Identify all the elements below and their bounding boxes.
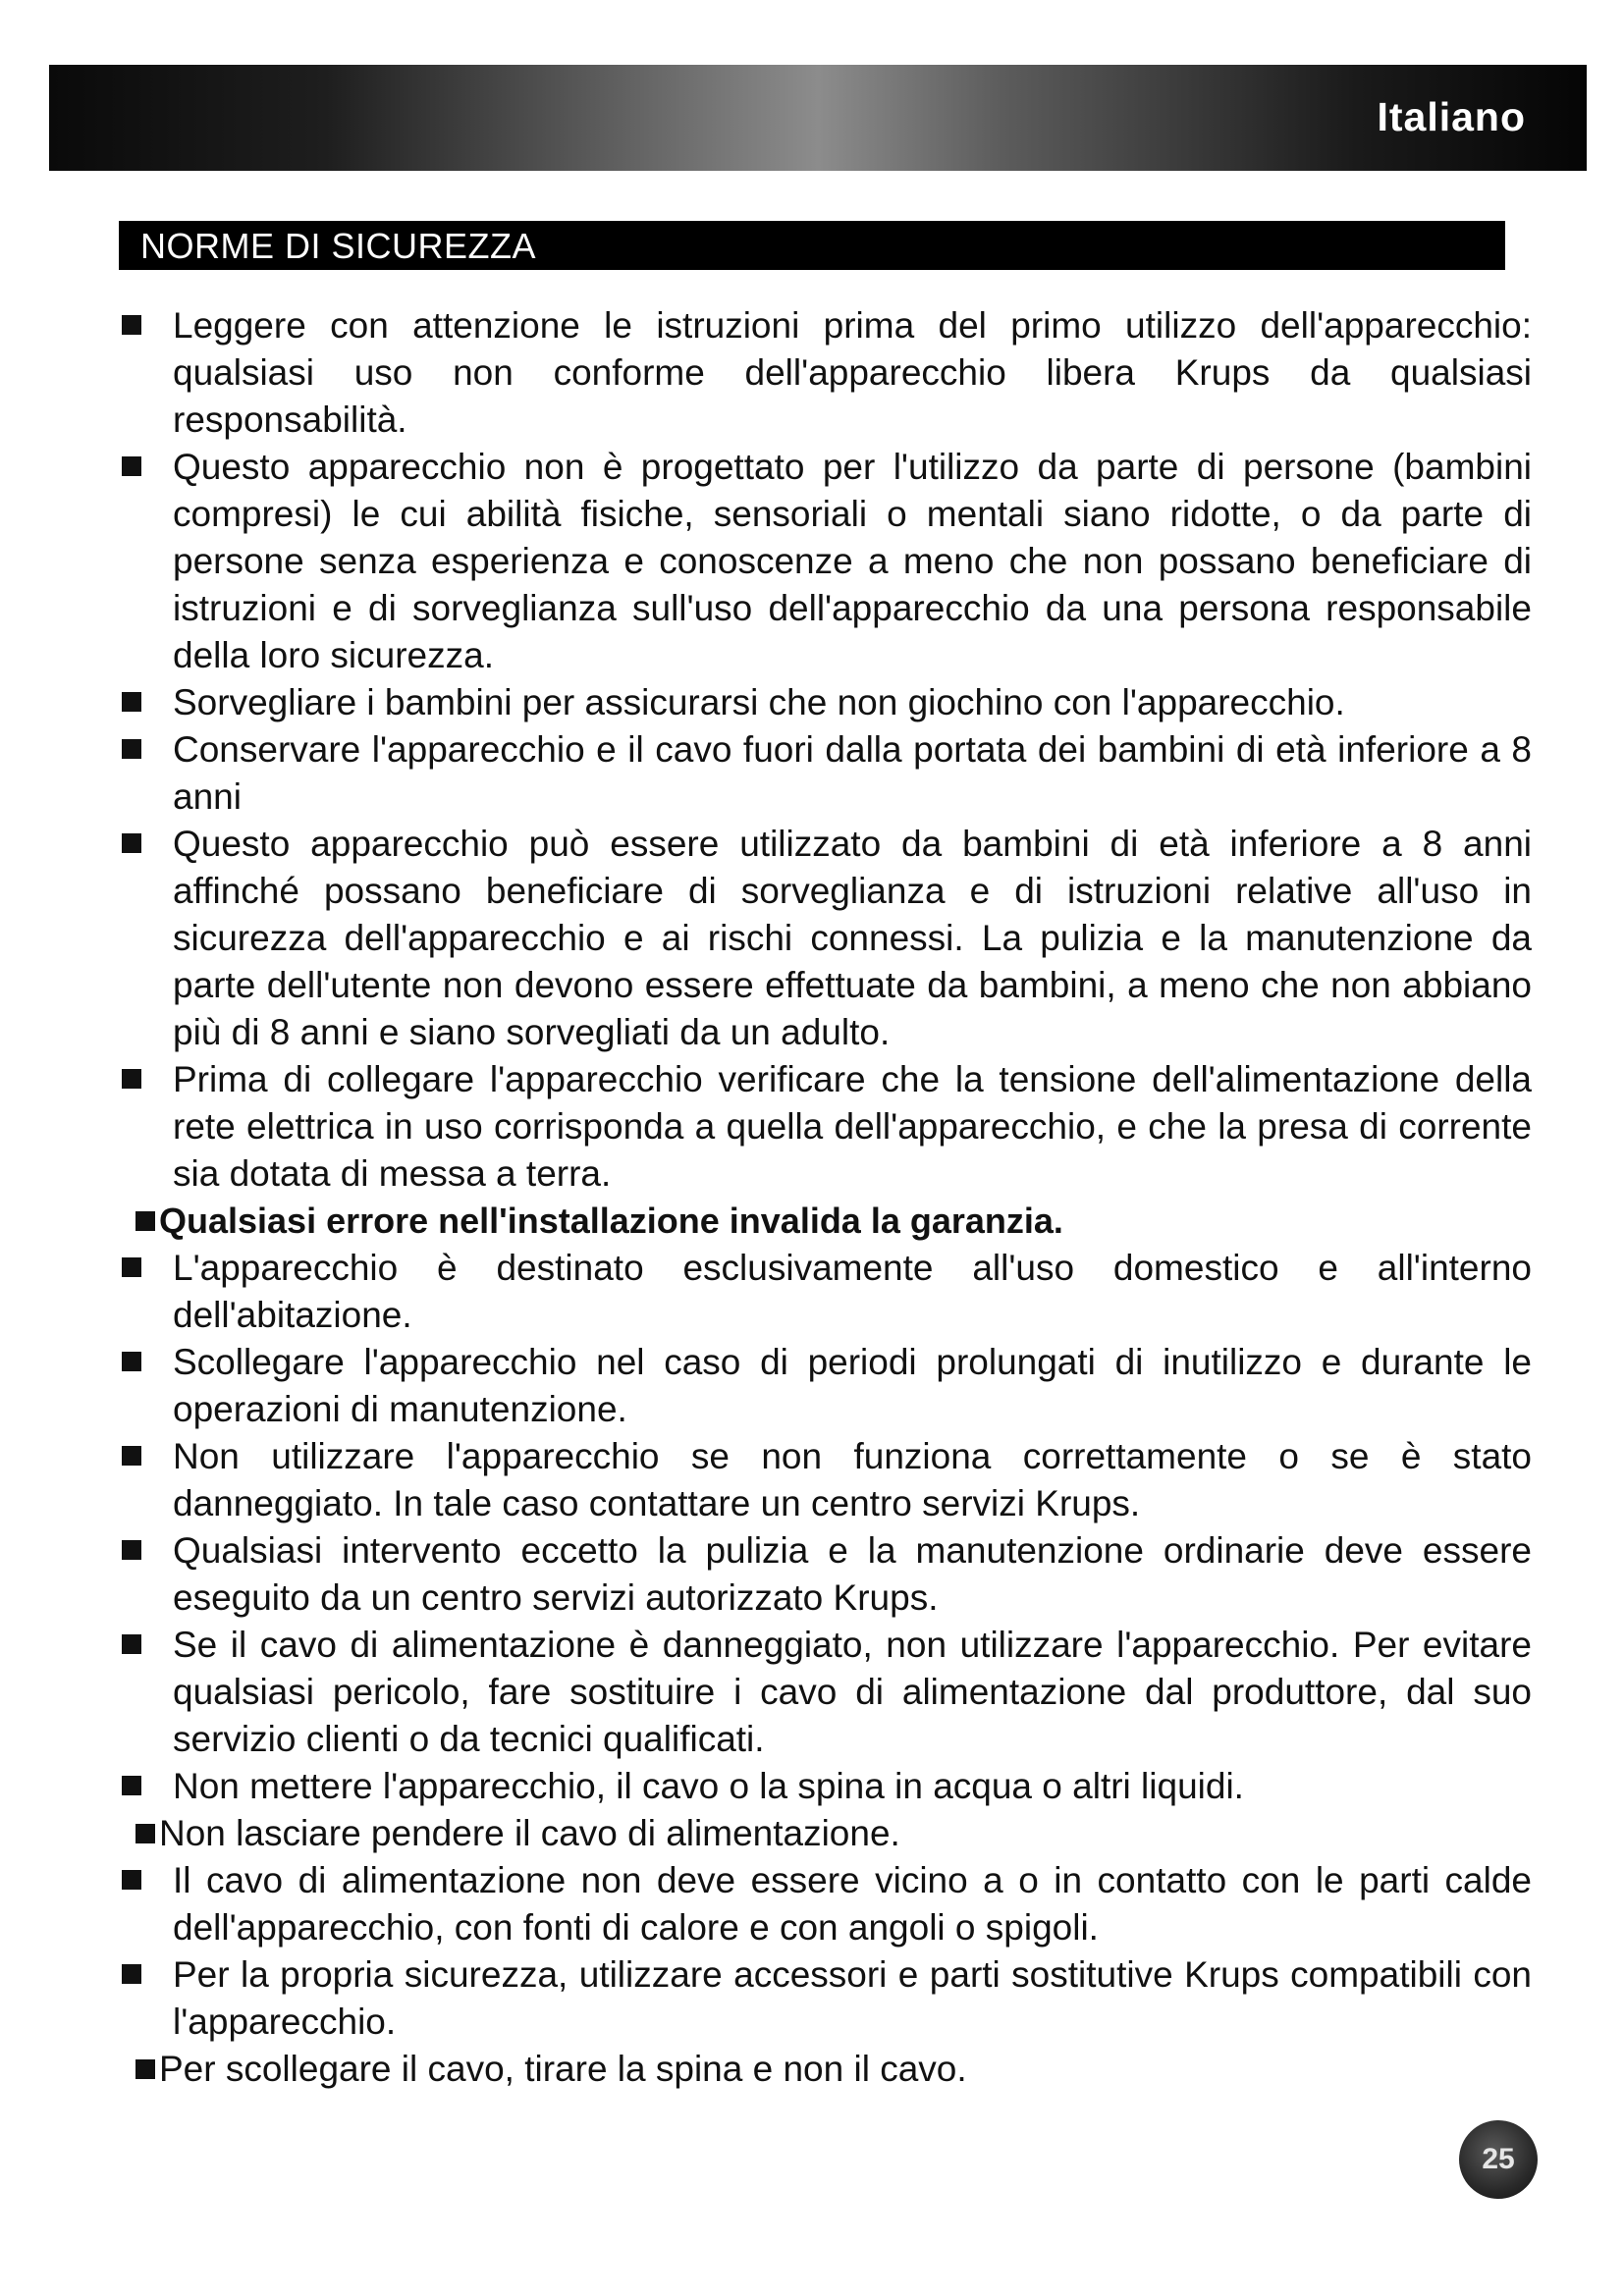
- rule-text: Sorvegliare i bambini per assicurarsi che non giochino con l'apparecchio.: [173, 682, 1345, 722]
- safety-rule: [118, 1527, 1532, 1622]
- rule-text: Leggere con attenzione le istruzioni prima del primo utilizzo dell'apparecchio: qualsiasi uso non conforme dell'apparecchio libera Krups da qualsiasi responsabilità.: [173, 305, 1532, 440]
- language-banner: [49, 65, 1587, 171]
- square-bullet-icon: [122, 456, 141, 476]
- rule-text: L'apparecchio è destinato esclusivamente all'uso domestico e all'interno dell'abitazione.: [173, 1248, 1532, 1335]
- rule-text: Scollegare l'apparecchio nel caso di periodi prolungati di inutilizzo e durante le operazioni di manutenzione.: [173, 1342, 1532, 1429]
- safety-rule: [118, 821, 1532, 1056]
- rule-text: Non lasciare pendere il cavo di alimentazione.: [159, 1813, 900, 1853]
- safety-rule: [118, 726, 1532, 821]
- safety-rule: [118, 1622, 1532, 1763]
- page-number-badge: 25: [1459, 2120, 1538, 2199]
- safety-rule: [118, 1810, 1532, 1857]
- safety-rule: [118, 302, 1532, 444]
- rule-text: Questo apparecchio non è progettato per l'utilizzo da parte di persone (bambini compresi) le cui abilità fisiche, sensoriali o mentali siano ridotte, o da parte di persone senza esperienza e conoscenze a meno che non possano beneficiare di istruzioni e di sorveglianza sull'uso dell'apparecchio da una persona responsabile della loro sicurezza.: [173, 447, 1532, 675]
- rule-text: Qualsiasi intervento eccetto la pulizia e la manutenzione ordinarie deve essere eseguito da un centro servizi autorizzato Krups.: [173, 1530, 1532, 1618]
- square-bullet-icon: [122, 833, 141, 853]
- safety-rule-warranty: [118, 1198, 1532, 1245]
- language-label: Italiano: [1377, 94, 1526, 139]
- rule-text: Non mettere l'apparecchio, il cavo o la spina in acqua o altri liquidi.: [173, 1766, 1244, 1806]
- rule-text: Il cavo di alimentazione non deve essere vicino a o in contatto con le parti calde dell'apparecchio, con fonti di calore e con angoli o spigoli.: [173, 1860, 1532, 1948]
- rule-text: Per la propria sicurezza, utilizzare accessori e parti sostitutive Krups compatibili con l'apparecchio.: [173, 1954, 1532, 2042]
- rule-text: Prima di collegare l'apparecchio verificare che la tensione dell'alimentazione della rete elettrica in uso corrisponda a quella dell'apparecchio, e che la presa di corrente sia dotata di messa a terra.: [173, 1059, 1532, 1194]
- square-bullet-icon: [122, 692, 141, 712]
- safety-rule: [118, 1951, 1532, 2046]
- square-bullet-icon: [122, 1446, 141, 1466]
- square-bullet-icon: [122, 739, 141, 759]
- rule-text: Questo apparecchio può essere utilizzato da bambini di età inferiore a 8 anni affinché possano beneficiare di sorveglianza e di istruzioni relative all'uso in sicurezza dell'apparecchio e ai rischi connessi. La pulizia e la manutenzione da parte dell'utente non devono essere effettuate da bambini, a meno che non abbiano più di 8 anni e siano sorvegliati da un adulto.: [173, 824, 1532, 1052]
- safety-rule: [118, 1339, 1532, 1433]
- rule-text: Conservare l'apparecchio e il cavo fuori dalla portata dei bambini di età inferiore a 8 anni: [173, 729, 1532, 817]
- square-bullet-icon: [122, 1870, 141, 1890]
- safety-rule: [118, 1857, 1532, 1951]
- section-title: NORME DI SICUREZZA: [140, 226, 537, 266]
- rule-text: Se il cavo di alimentazione è danneggiato, non utilizzare l'apparecchio. Per evitare qualsiasi pericolo, fare sostituire i cavo di alimentazione dal produttore, dal suo servizio clienti o da tecnici qualificati.: [173, 1625, 1532, 1759]
- square-bullet-icon: [122, 1964, 141, 1984]
- rule-text: Non utilizzare l'apparecchio se non funziona correttamente o se è stato danneggiato. In tale caso contattare un centro servizi Krups.: [173, 1436, 1532, 1523]
- safety-rules-list: [118, 302, 1532, 2093]
- safety-rule: [118, 1763, 1532, 1810]
- safety-rule: [118, 2046, 1532, 2093]
- square-bullet-icon: [122, 315, 141, 335]
- rule-text: Per scollegare il cavo, tirare la spina e non il cavo.: [159, 2049, 967, 2089]
- square-bullet-icon: [122, 1634, 141, 1654]
- safety-rule: [118, 1056, 1532, 1198]
- square-bullet-icon: [122, 1257, 141, 1277]
- square-bullet-icon: [135, 2059, 155, 2079]
- square-bullet-icon: [122, 1540, 141, 1560]
- square-bullet-icon: [122, 1069, 141, 1089]
- rule-text: Qualsiasi errore nell'installazione invalida la garanzia.: [159, 1201, 1063, 1241]
- square-bullet-icon: [135, 1824, 155, 1843]
- safety-rule: [118, 1433, 1532, 1527]
- safety-rule: [118, 679, 1532, 726]
- square-bullet-icon: [122, 1776, 141, 1795]
- square-bullet-icon: [135, 1211, 155, 1231]
- section-header: [119, 221, 1505, 270]
- safety-rule: [118, 1245, 1532, 1339]
- safety-rule: [118, 444, 1532, 679]
- square-bullet-icon: [122, 1352, 141, 1371]
